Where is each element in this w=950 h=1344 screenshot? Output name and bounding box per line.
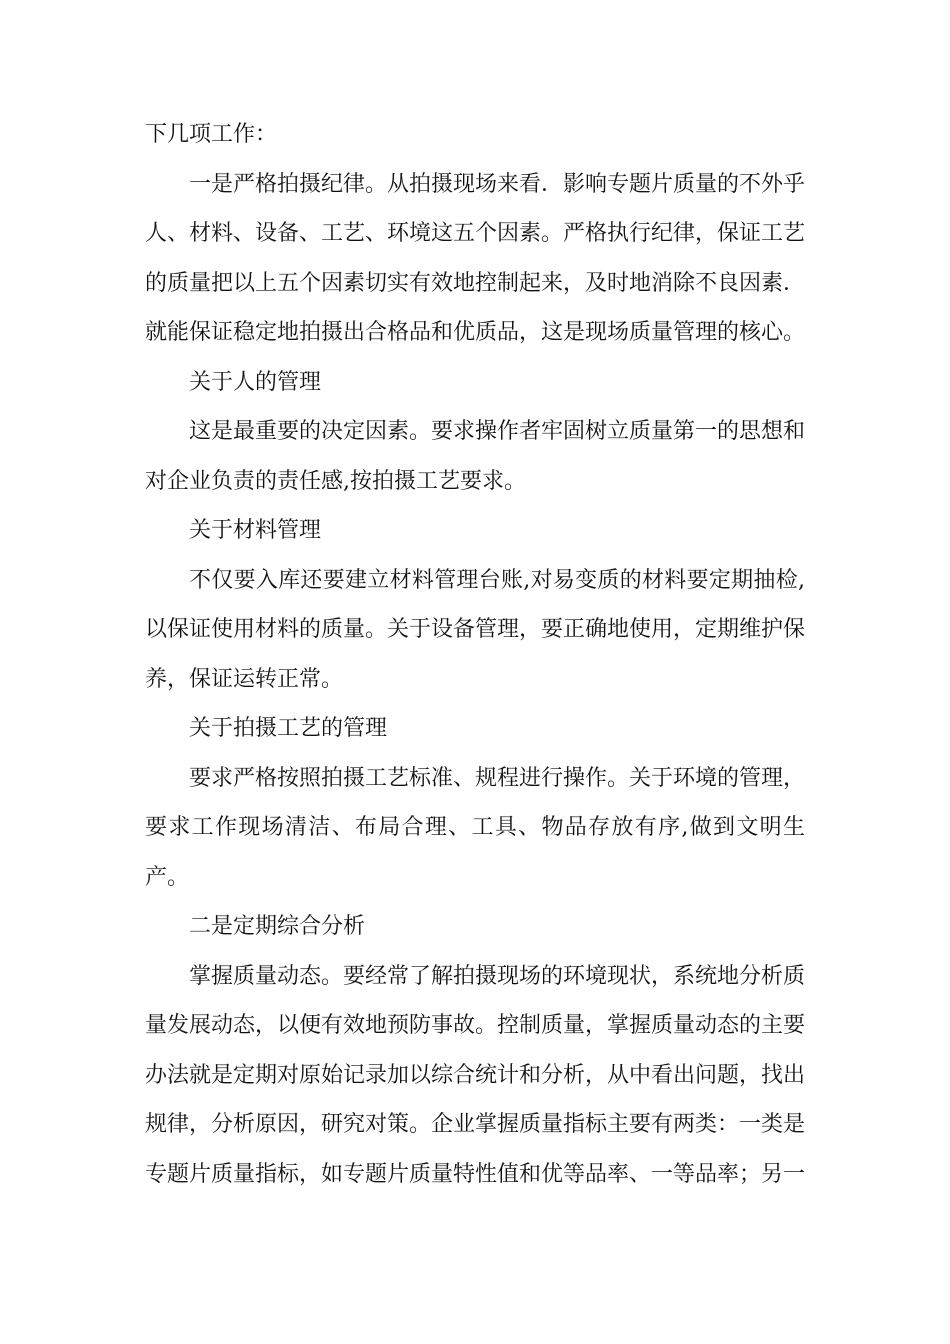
paragraph-process-management: 要求严格按照拍摄工艺标准、规程进行操作。关于环境的管理，要求工作现场清洁、布局合理、工具、物品存放有序,做到文明生产。 — [145, 765, 806, 890]
document-body — [145, 110, 805, 1199]
heading-periodic-analysis: 二是定期综合分析 — [189, 914, 366, 939]
paragraph-people-management: 这是最重要的决定因素。要求操作者牢固树立质量第一的思想和对企业负责的责任感,按拍摄工艺要求。 — [145, 419, 806, 494]
paragraph-discipline: 一是严格拍摄纪律。从拍摄现场来看．影响专题片质量的不外乎人、材料、设备、工艺、环境这五个因素。严格执行纪律，保证工艺的质量把以上五个因素切实有效地控制起来，及时地消除不良因素．就能保证稳定地拍摄出合格品和优质品，这是现场质量管理的核心。 — [145, 171, 806, 345]
heading-process-management: 关于拍摄工艺的管理 — [189, 716, 388, 741]
paragraph-continuation: 下几项工作： — [145, 122, 278, 147]
paragraph-material-management: 不仅要入库还要建立材料管理台账,对易变质的材料要定期抽检,以保证使用材料的质量。关于设备管理，要正确地使用，定期维护保养，保证运转正常。 — [145, 567, 806, 692]
heading-material-management: 关于材料管理 — [189, 518, 322, 543]
heading-people-management: 关于人的管理 — [189, 369, 322, 395]
paragraph-quality-dynamics: 掌握质量动态。要经常了解拍摄现场的环境现状，系统地分析质量发展动态，以便有效地预防事故。控制质量，掌握质量动态的主要办法就是定期对原始记录加以综合统计和分析，从中看出问题，找出规律，分析原因，研究对策。企业掌握质量指标主要有两类：一类是专题片质量指标，如专题片质量特性值和优等品率、一等品率；另一 — [145, 963, 806, 1187]
